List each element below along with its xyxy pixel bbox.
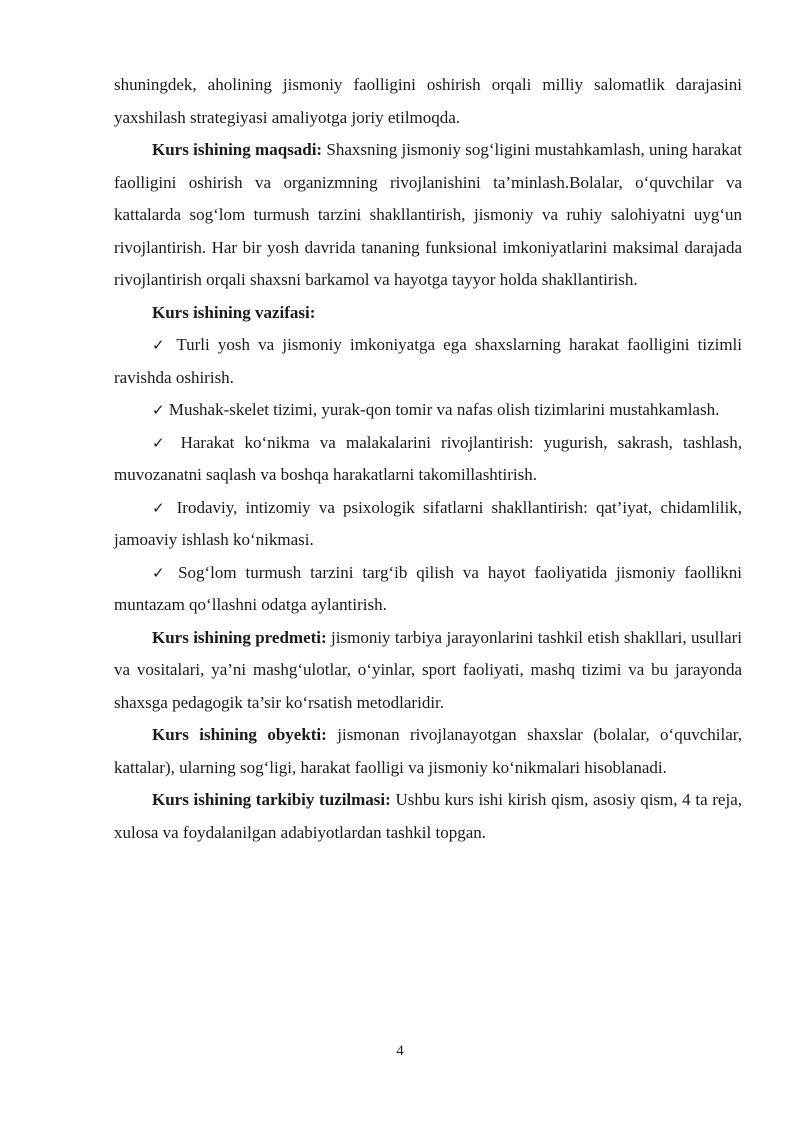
page-number: 4 bbox=[396, 1043, 404, 1059]
object-text: jismonan rivojlanayotgan shaxslar (bolalar, o‘quvchilar, kattalar), ularning sog‘ligi, harakat faolligi va jismoniy ko‘nikmalari hisoblanadi. bbox=[114, 725, 742, 777]
checkmark-icon: ✓ bbox=[152, 433, 171, 452]
tasks-heading bbox=[114, 297, 742, 330]
task-item bbox=[114, 427, 742, 492]
intro-paragraph: shuningdek, aholining jismoniy faolligini oshirish orqali milliy salomatlik darajasini yaxshilash strategiyasi amaliyotga joriy etilmoqda. bbox=[114, 75, 742, 127]
task-text: Irodaviy, intizomiy va psixologik sifatlarni shakllantirish: qat’iyat, chidamlilik, jamoaviy ishlash ko‘nikmasi. bbox=[114, 497, 742, 549]
task-item bbox=[114, 329, 742, 394]
subject-text: jismoniy tarbiya jarayonlarini tashkil etish shakllari, usullari va vositalari, ya’ni mashg‘ulotlar, o‘yinlar, sport faoliyati, mashq tizimi va bu jarayonda shaxsga pedagogik ta’sir ko‘rsatish metodlaridir. bbox=[114, 627, 742, 712]
goal-label: Kurs ishining maqsadi: bbox=[152, 140, 323, 159]
task-item bbox=[114, 394, 742, 427]
task-text: Turli yosh va jismoniy imkoniyatga ega shaxslarning harakat faolligini tizimli ravishda oshirish. bbox=[114, 335, 743, 387]
checkmark-icon: ✓ bbox=[152, 336, 169, 354]
task-text: Harakat ko‘nikma va malakalarini rivojlantirish: yugurish, sakrash, tashlash, muvozanatni saqlash va boshqa harakatlarni takomillashtirish. bbox=[114, 432, 742, 484]
subject-paragraph bbox=[114, 622, 742, 720]
task-item bbox=[114, 557, 742, 622]
structure-label: Kurs ishining tarkibiy tuzilmasi: bbox=[152, 790, 391, 809]
structure-paragraph bbox=[114, 784, 742, 849]
checkmark-icon: ✓ bbox=[152, 563, 170, 582]
task-text: Mushak-skelet tizimi, yurak-qon tomir va nafas olish tizimlarini mustahkamlash. bbox=[168, 400, 720, 419]
structure-text: Ushbu kurs ishi kirish qism, asosiy qism, 4 ta reja, xulosa va foydalanilgan adabiyotlardan tashkil topgan. bbox=[114, 790, 742, 842]
checkmark-icon: ✓ bbox=[152, 401, 165, 419]
tasks-label: Kurs ishining vazifasi: bbox=[152, 302, 316, 322]
task-text: Sog‘lom turmush tarzini targ‘ib qilish va hayot faoliyatida jismoniy faollikni muntazam qo‘llashni odatga aylantirish. bbox=[114, 562, 742, 614]
goal-paragraph bbox=[114, 134, 742, 297]
object-paragraph bbox=[114, 719, 742, 784]
task-item bbox=[114, 492, 742, 557]
document-page bbox=[114, 69, 742, 849]
subject-label: Kurs ishining predmeti: bbox=[152, 627, 327, 647]
checkmark-icon: ✓ bbox=[152, 498, 169, 517]
object-label: Kurs ishining obyekti: bbox=[152, 725, 327, 744]
goal-text: Shaxsning jismoniy sog‘ligini mustahkamlash, uning harakat faolligini oshirish va organizmning rivojlanishini ta’minlash.Bolalar, o‘quvchilar va kattalarda sog‘lom turmush tarzini shakllantirish, jismoniy va ruhiy salohiyatni uyg‘un rivojlantirish. Har bir yosh davrida tananing funksional imkoniyatlarini maksimal darajada rivojlantirish orqali shaxsni barkamol va hayotga tayyor holda shakllantirish. bbox=[114, 140, 742, 289]
